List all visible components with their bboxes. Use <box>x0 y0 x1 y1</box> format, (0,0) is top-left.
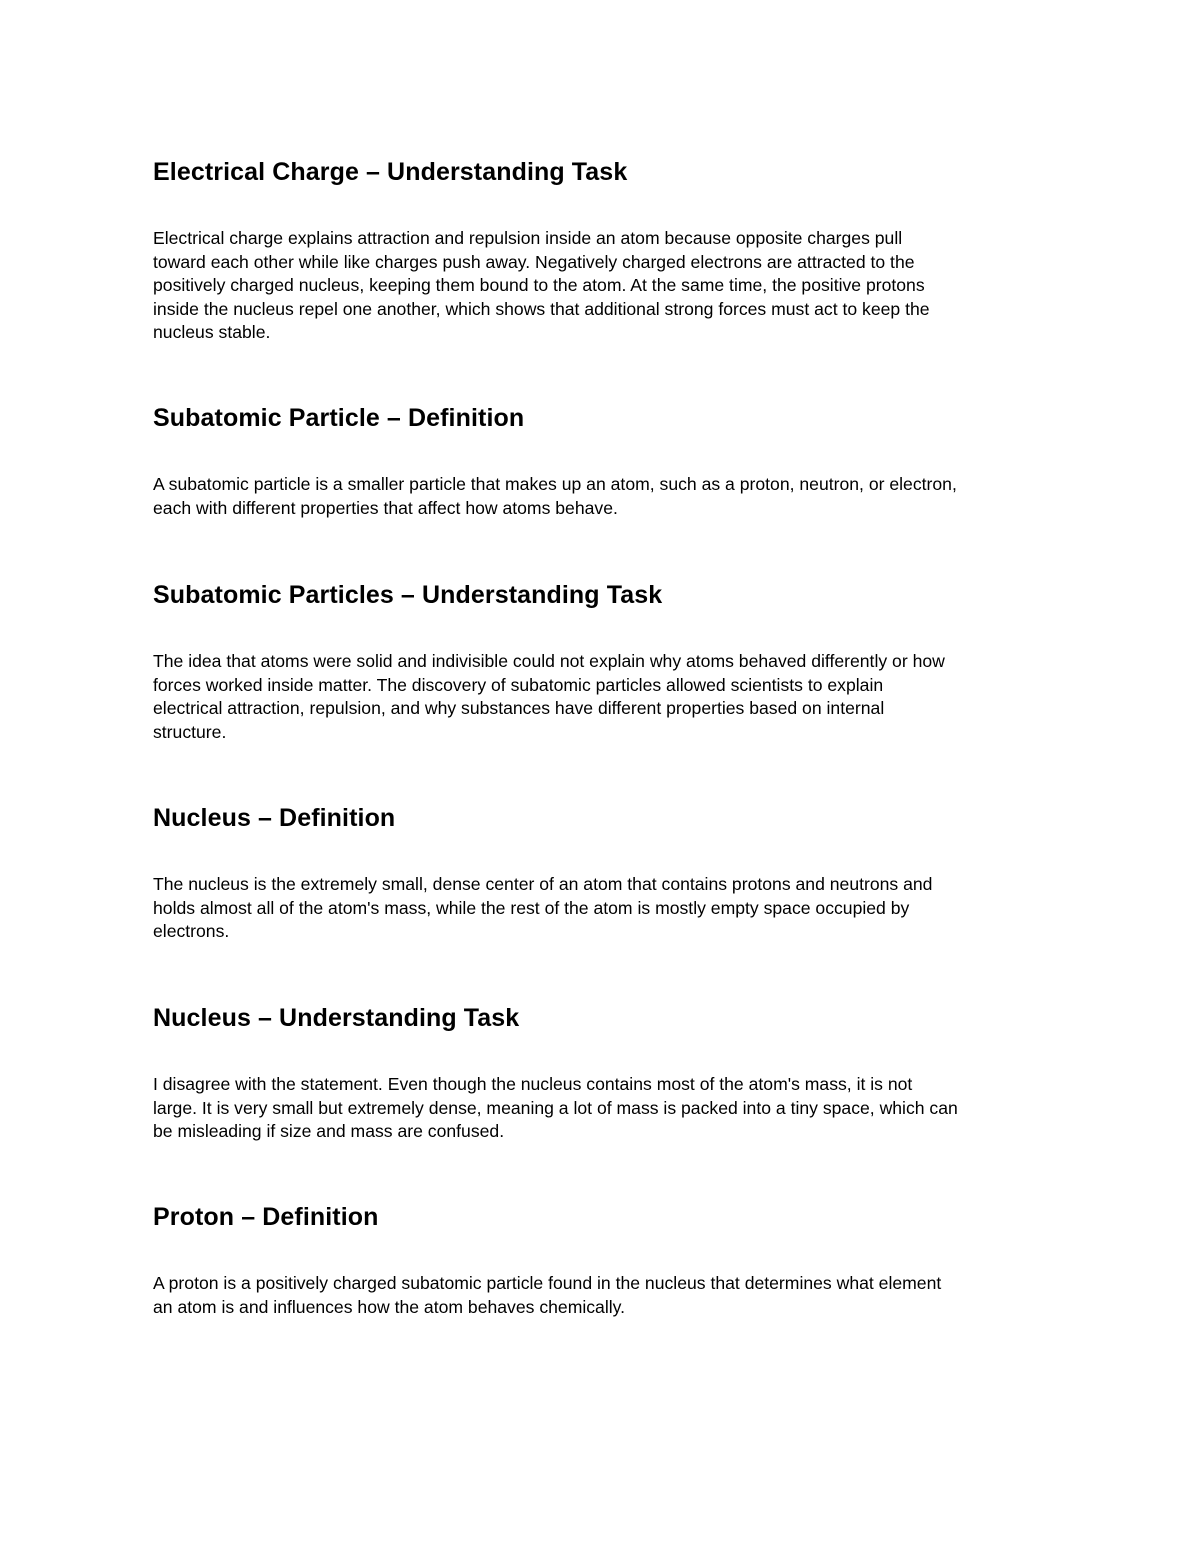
section-electrical-charge-understanding <box>153 157 1053 345</box>
section-nucleus-definition <box>153 803 1053 944</box>
section-nucleus-understanding <box>153 1003 1053 1144</box>
section-body: The idea that atoms were solid and indivisible could not explain why atoms behaved differently or how forces worked inside matter. The discovery of subatomic particles allowed scientists to explain electrical attraction, repulsion, and why substances have different properties based on internal structure. <box>153 651 945 742</box>
section-heading: Nucleus – Definition <box>153 804 396 832</box>
section-subatomic-particle-definition <box>153 403 1053 520</box>
section-body: Electrical charge explains attraction and repulsion inside an atom because opposite charges pull toward each other while like charges push away. Negatively charged electrons are attracted to the positively charged nucleus, keeping them bound to the atom. At the same time, the positive protons inside the nucleus repel one another, which shows that additional strong forces must act to keep the nucleus stable. <box>153 228 930 342</box>
section-body: A subatomic particle is a smaller particle that makes up an atom, such as a proton, neutron, or electron, each with different properties that affect how atoms behave. <box>153 474 957 518</box>
section-heading: Electrical Charge – Understanding Task <box>153 158 628 186</box>
section-heading: Nucleus – Understanding Task <box>153 1004 520 1032</box>
section-body: A proton is a positively charged subatomic particle found in the nucleus that determines what element an atom is and influences how the atom behaves chemically. <box>153 1273 942 1317</box>
section-subatomic-particles-understanding <box>153 580 1053 744</box>
section-proton-definition <box>153 1202 1053 1319</box>
section-body: I disagree with the statement. Even though the nucleus contains most of the atom's mass, it is not large. It is very small but extremely dense, meaning a lot of mass is packed into a tiny space, which can be misleading if size and mass are confused. <box>153 1074 958 1141</box>
section-body: The nucleus is the extremely small, dense center of an atom that contains protons and neutrons and holds almost all of the atom's mass, while the rest of the atom is mostly empty space occupied by electrons. <box>153 874 933 941</box>
section-heading: Proton – Definition <box>153 1203 379 1231</box>
section-heading: Subatomic Particle – Definition <box>153 404 525 432</box>
section-heading: Subatomic Particles – Understanding Task <box>153 581 663 609</box>
